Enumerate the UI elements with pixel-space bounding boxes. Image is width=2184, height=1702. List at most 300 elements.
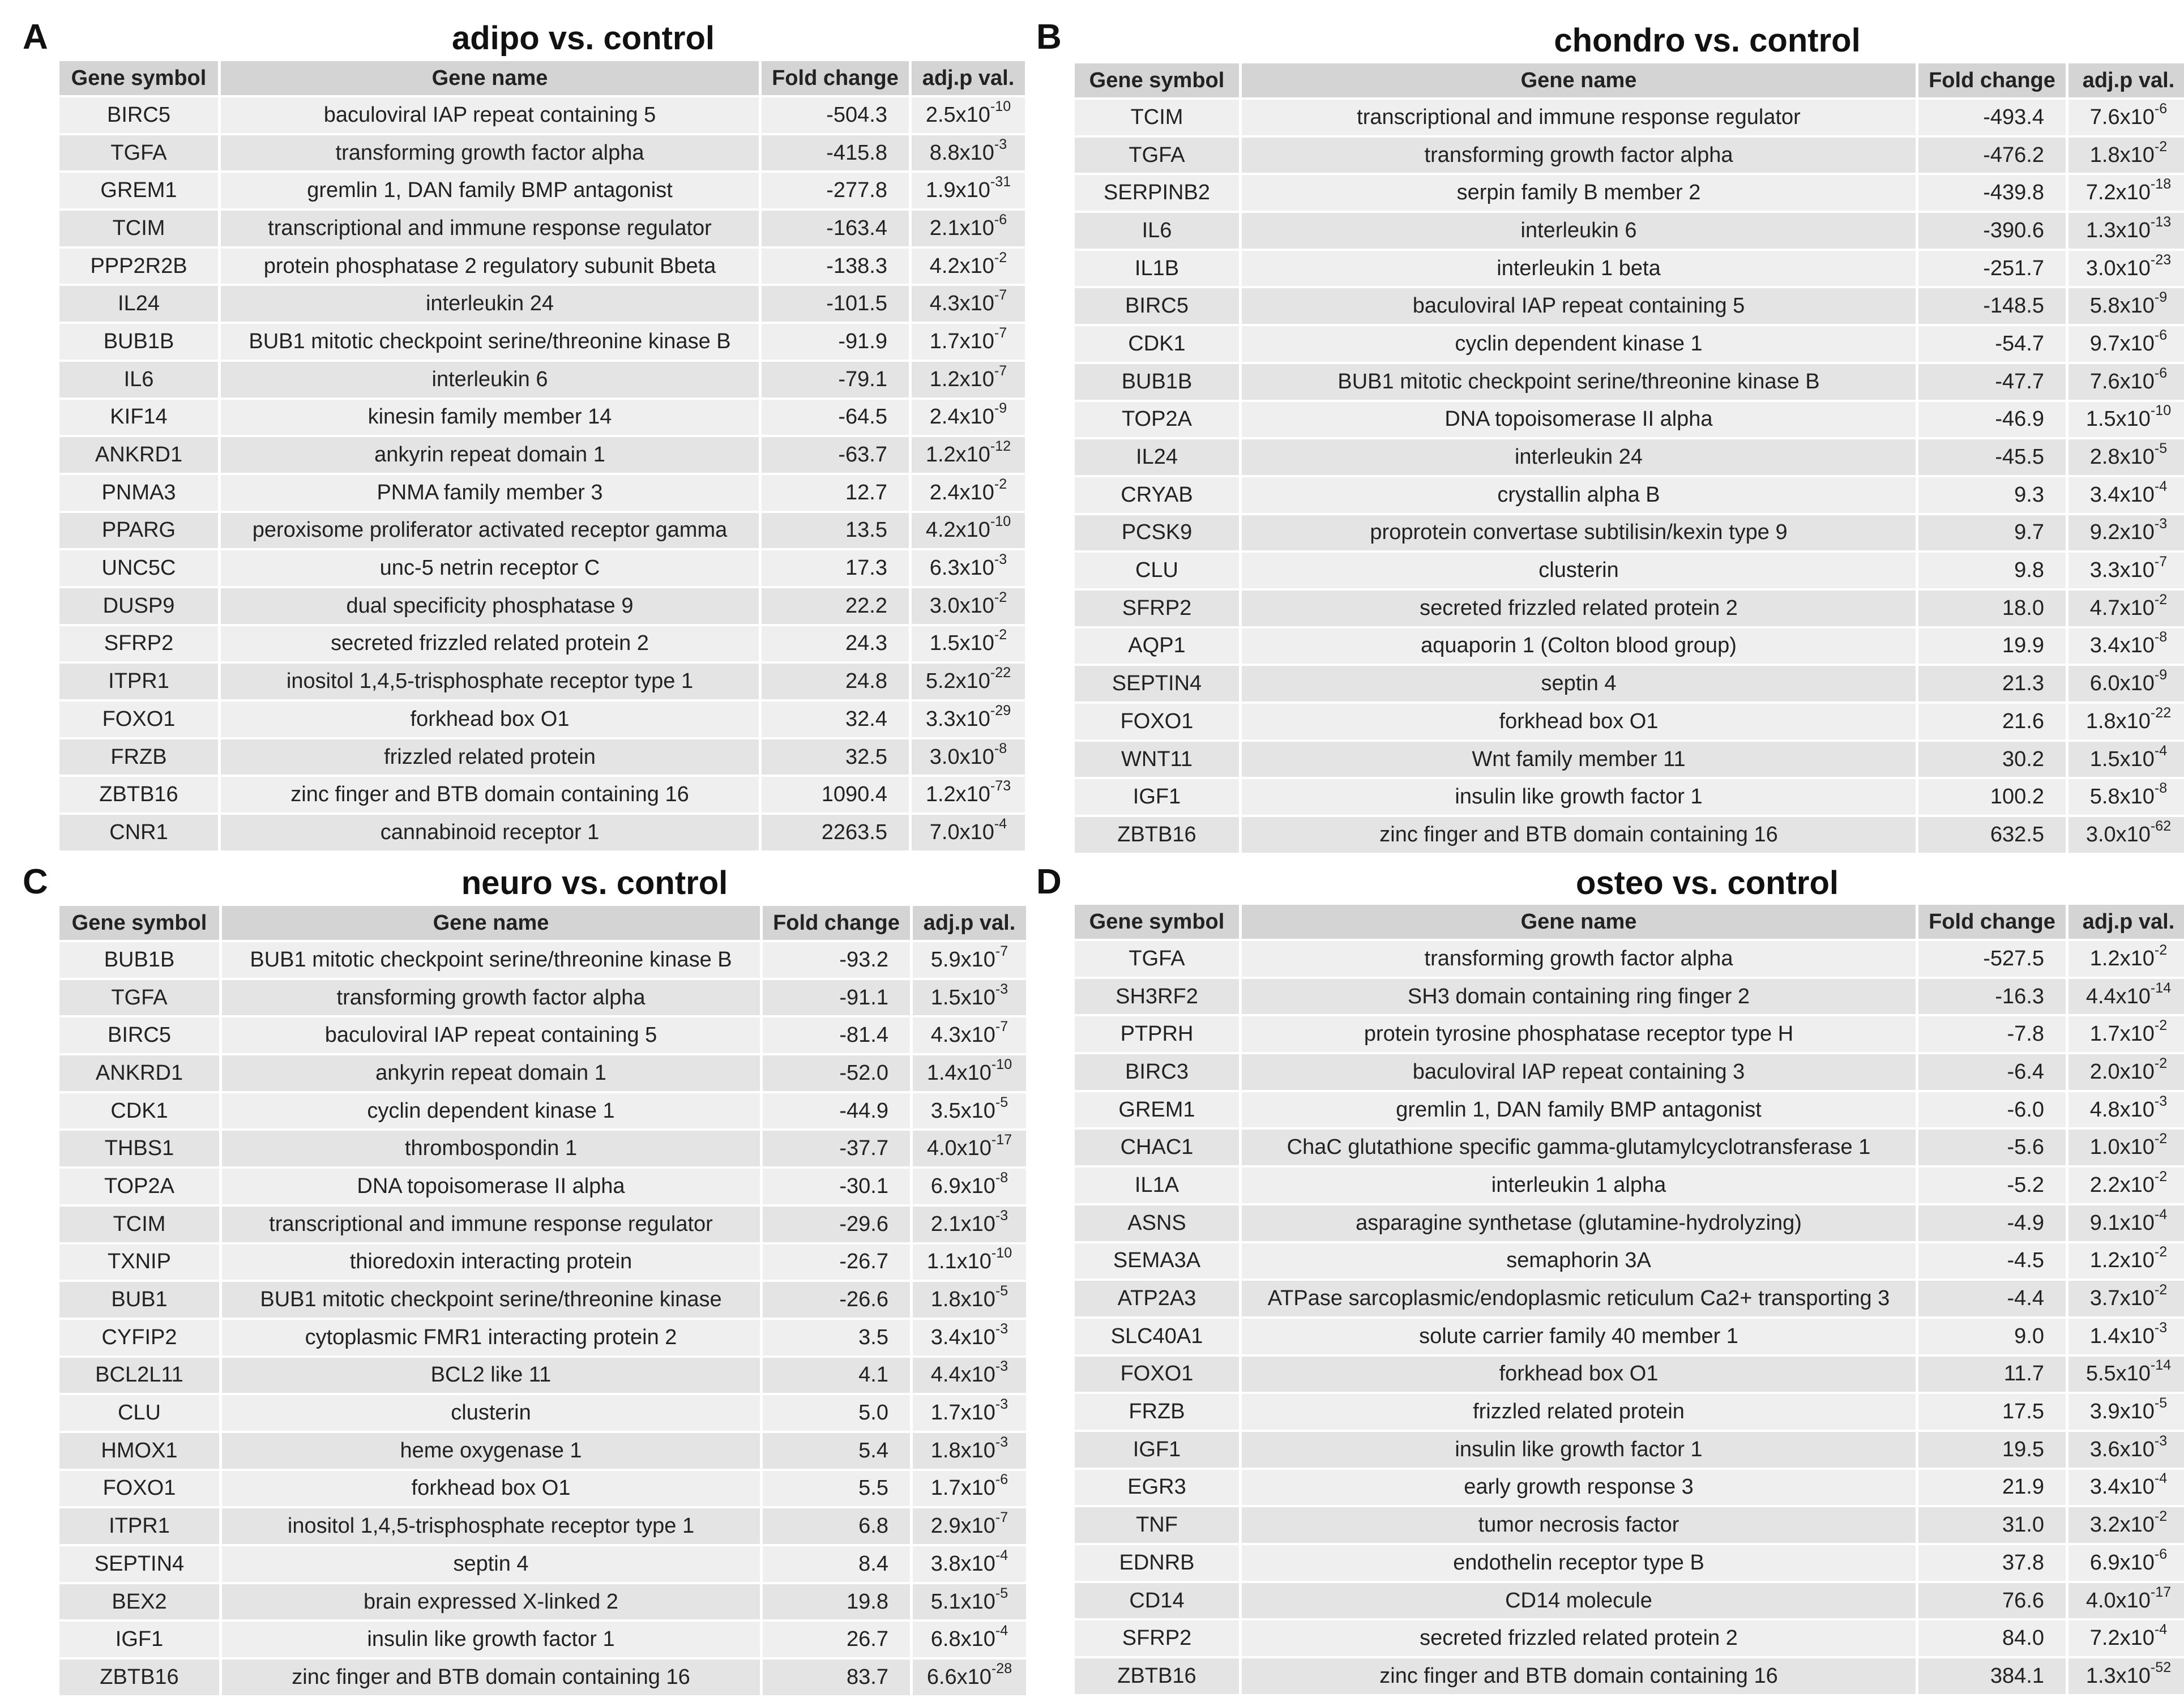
- gene-name-cell: baculoviral IAP repeat containing 5: [222, 1017, 760, 1053]
- fold-change-cell: -439.8: [1918, 175, 2066, 211]
- p-mantissa: 7.2x10: [2089, 1626, 2155, 1650]
- fold-change-cell: -79.1: [762, 362, 909, 397]
- gene-symbol-cell: IGF1: [1075, 1432, 1239, 1468]
- p-mantissa: 6.9x10: [2089, 1550, 2155, 1575]
- table-row: [1075, 941, 2184, 977]
- adj-p-val-cell: [2068, 1658, 2184, 1694]
- table-row: [59, 475, 1025, 511]
- gene-symbol-cell: IL24: [1075, 439, 1239, 475]
- gene-symbol-cell: BUB1B: [1075, 364, 1239, 400]
- gene-symbol-cell: ATP2A3: [1075, 1281, 1239, 1316]
- table-row: [1075, 1243, 2184, 1279]
- fold-change-cell: 9.0: [1918, 1319, 2066, 1354]
- p-exponent: -9: [2154, 667, 2168, 683]
- fold-change-cell: -6.4: [1918, 1054, 2066, 1090]
- p-mantissa: 1.8x10: [930, 1288, 995, 1312]
- gene-symbol-cell: TOP2A: [59, 1169, 219, 1204]
- p-mantissa: 1.7x10: [2089, 1022, 2155, 1046]
- adj-p-val-cell: [2068, 138, 2184, 173]
- fold-change-cell: 37.8: [1918, 1545, 2066, 1581]
- panel-title: chondro vs. control: [1554, 22, 1861, 59]
- gene-name-cell: interleukin 6: [221, 362, 759, 397]
- gene-symbol-cell: IL6: [1075, 213, 1239, 249]
- gene-name-cell: inositol 1,4,5-trisphosphate receptor type 1: [221, 664, 759, 699]
- gene-name-cell: zinc finger and BTB domain containing 16: [221, 777, 759, 812]
- p-mantissa: 1.7x10: [930, 1401, 995, 1425]
- table-row: [1075, 1130, 2184, 1165]
- gene-name-cell: brain expressed X-linked 2: [222, 1584, 760, 1620]
- p-mantissa: 4.3x10: [929, 292, 994, 316]
- gene-symbol-cell: EGR3: [1075, 1470, 1239, 1506]
- gene-name-cell: semaphorin 3A: [1242, 1243, 1916, 1279]
- gene-name-cell: dual specificity phosphatase 9: [221, 588, 759, 624]
- adj-p-val-cell: [2068, 1054, 2184, 1090]
- gene-table-osteo: [1072, 903, 2184, 1696]
- table-row: [59, 1546, 1026, 1582]
- table-row: [1075, 591, 2184, 626]
- fold-change-cell: -4.9: [1918, 1205, 2066, 1241]
- fold-change-cell: -29.6: [763, 1207, 910, 1242]
- gene-name-cell: kinesin family member 14: [221, 400, 759, 435]
- gene-symbol-cell: PNMA3: [59, 475, 218, 511]
- gene-name-cell: interleukin 6: [1242, 213, 1916, 249]
- gene-symbol-cell: DUSP9: [59, 588, 218, 624]
- col-adj-p-val: adj.p val.: [2068, 905, 2184, 939]
- gene-name-cell: BCL2 like 11: [222, 1358, 760, 1393]
- p-exponent: -5: [2154, 441, 2168, 457]
- gene-symbol-cell: FRZB: [1075, 1394, 1239, 1430]
- gene-name-cell: BUB1 mitotic checkpoint serine/threonine kinase B: [1242, 364, 1916, 400]
- p-exponent: -7: [2154, 554, 2168, 570]
- p-exponent: -2: [2154, 1055, 2168, 1072]
- gene-name-cell: solute carrier family 40 member 1: [1242, 1319, 1916, 1354]
- p-exponent: -17: [2150, 1584, 2172, 1600]
- gene-symbol-cell: FRZB: [59, 739, 218, 775]
- adj-p-val-cell: [913, 1320, 1026, 1355]
- table-row: [59, 702, 1025, 737]
- gene-symbol-cell: EDNRB: [1075, 1545, 1239, 1581]
- adj-p-val-cell: [913, 942, 1026, 978]
- p-exponent: -18: [2150, 176, 2172, 193]
- p-exponent: -10: [2150, 403, 2172, 419]
- gene-symbol-cell: TGFA: [59, 980, 219, 1016]
- gene-name-cell: protein phosphatase 2 regulatory subunit Bbeta: [221, 249, 759, 284]
- table-row: [59, 173, 1025, 208]
- table-row: [59, 437, 1025, 473]
- gene-name-cell: insulin like growth factor 1: [1242, 779, 1916, 815]
- fold-change-cell: -30.1: [763, 1169, 910, 1204]
- gene-symbol-cell: ZBTB16: [1075, 1658, 1239, 1694]
- gene-name-cell: SH3 domain containing ring finger 2: [1242, 979, 1916, 1015]
- gene-symbol-cell: CDK1: [1075, 326, 1239, 362]
- gene-name-cell: secreted frizzled related protein 2: [221, 626, 759, 662]
- table-row: [1075, 704, 2184, 739]
- adj-p-val-cell: [2068, 1583, 2184, 1619]
- fold-change-cell: -101.5: [762, 286, 909, 322]
- gene-symbol-cell: BIRC5: [59, 1017, 219, 1053]
- adj-p-val-cell: [2068, 364, 2184, 400]
- gene-symbol-cell: TNF: [1075, 1507, 1239, 1543]
- col-gene-symbol: Gene symbol: [1075, 905, 1239, 939]
- p-mantissa: 3.4x10: [2089, 482, 2155, 507]
- adj-p-val-cell: [913, 1282, 1026, 1318]
- p-exponent: -8: [994, 740, 1007, 756]
- gene-name-cell: insulin like growth factor 1: [222, 1622, 760, 1657]
- p-mantissa: 3.3x10: [925, 707, 990, 731]
- fold-change-cell: 8.4: [763, 1546, 910, 1582]
- p-exponent: -22: [2150, 705, 2172, 721]
- gene-table-adipo: [57, 59, 1028, 853]
- table-row: [59, 1245, 1026, 1280]
- gene-symbol-cell: AQP1: [1075, 628, 1239, 664]
- fold-change-cell: 17.3: [762, 550, 909, 586]
- fold-change-cell: 24.3: [762, 626, 909, 662]
- p-mantissa: 1.9x10: [925, 178, 990, 203]
- table-row: [59, 1584, 1026, 1620]
- fold-change-cell: -54.7: [1918, 326, 2066, 362]
- table-row: [59, 1395, 1026, 1431]
- fold-change-cell: 100.2: [1918, 779, 2066, 815]
- fold-change-cell: -504.3: [762, 97, 909, 133]
- p-mantissa: 5.8x10: [2089, 785, 2155, 809]
- p-mantissa: 2.2x10: [2089, 1173, 2155, 1197]
- table-row: [59, 324, 1025, 360]
- p-mantissa: 3.9x10: [2089, 1400, 2155, 1424]
- adj-p-val-cell: [2068, 402, 2184, 438]
- adj-p-val-cell: [912, 211, 1025, 246]
- p-mantissa: 4.0x10: [2085, 1588, 2151, 1613]
- gene-symbol-cell: HMOX1: [59, 1433, 219, 1469]
- gene-name-cell: baculoviral IAP repeat containing 5: [221, 97, 759, 133]
- fold-change-cell: -91.9: [762, 324, 909, 360]
- adj-p-val-cell: [912, 135, 1025, 171]
- table-row: [1075, 175, 2184, 211]
- gene-name-cell: cyclin dependent kinase 1: [222, 1093, 760, 1129]
- adj-p-val-cell: [912, 400, 1025, 435]
- col-fold-change: Fold change: [762, 61, 909, 95]
- gene-name-cell: DNA topoisomerase II alpha: [222, 1169, 760, 1204]
- adj-p-val-cell: [2068, 1507, 2184, 1543]
- fold-change-cell: -63.7: [762, 437, 909, 473]
- adj-p-val-cell: [2068, 1620, 2184, 1656]
- p-mantissa: 4.3x10: [930, 1023, 995, 1047]
- gene-name-cell: secreted frizzled related protein 2: [1242, 591, 1916, 626]
- gene-name-cell: PNMA family member 3: [221, 475, 759, 511]
- p-mantissa: 1.7x10: [930, 1476, 995, 1500]
- adj-p-val-cell: [2068, 288, 2184, 324]
- col-gene-symbol: Gene symbol: [59, 61, 218, 95]
- p-exponent: -3: [995, 981, 1008, 997]
- gene-name-cell: forkhead box O1: [1242, 1357, 1916, 1392]
- p-mantissa: 6.0x10: [2089, 672, 2155, 696]
- p-exponent: -2: [2154, 1244, 2168, 1260]
- p-exponent: -10: [991, 1245, 1012, 1261]
- p-mantissa: 7.6x10: [2089, 369, 2155, 394]
- p-exponent: -2: [2154, 1017, 2168, 1034]
- table-row: [1075, 326, 2184, 362]
- gene-symbol-cell: TCIM: [59, 211, 218, 246]
- p-exponent: -10: [990, 99, 1011, 115]
- adj-p-val-cell: [2068, 1281, 2184, 1316]
- adj-p-val-cell: [2068, 1092, 2184, 1128]
- fold-change-cell: -7.8: [1918, 1016, 2066, 1052]
- p-exponent: -31: [990, 174, 1011, 190]
- p-exponent: -3: [2154, 1319, 2168, 1336]
- col-adj-p-val: adj.p val.: [912, 61, 1025, 95]
- table-row: [59, 1055, 1026, 1091]
- p-mantissa: 1.8x10: [2085, 709, 2151, 733]
- p-exponent: -2: [2154, 1131, 2168, 1147]
- table-row: [1075, 1319, 2184, 1354]
- adj-p-val-cell: [2068, 1394, 2184, 1430]
- col-fold-change: Fold change: [1918, 63, 2066, 97]
- adj-p-val-cell: [913, 1093, 1026, 1129]
- p-exponent: -2: [2154, 138, 2168, 155]
- col-gene-symbol: Gene symbol: [59, 906, 219, 940]
- gene-symbol-cell: IGF1: [1075, 779, 1239, 815]
- table-row: [59, 286, 1025, 322]
- p-mantissa: 2.0x10: [2089, 1059, 2155, 1084]
- p-mantissa: 3.0x10: [2085, 822, 2151, 846]
- table-row: [1075, 1470, 2184, 1506]
- gene-symbol-cell: BCL2L11: [59, 1358, 219, 1393]
- p-mantissa: 8.8x10: [929, 140, 994, 165]
- p-exponent: -4: [2154, 1470, 2168, 1487]
- p-exponent: -7: [994, 325, 1007, 341]
- table-row: [59, 1017, 1026, 1053]
- adj-p-val-cell: [2068, 213, 2184, 249]
- gene-symbol-cell: SLC40A1: [1075, 1319, 1239, 1354]
- col-gene-name: Gene name: [1242, 905, 1916, 939]
- table-row: [1075, 1620, 2184, 1656]
- p-exponent: -3: [994, 551, 1007, 568]
- p-exponent: -6: [995, 1472, 1008, 1488]
- p-mantissa: 5.1x10: [930, 1589, 995, 1614]
- adj-p-val-cell: [913, 1017, 1026, 1053]
- gene-name-cell: frizzled related protein: [221, 739, 759, 775]
- table-row: [1075, 1507, 2184, 1543]
- table-row: [59, 1093, 1026, 1129]
- p-exponent: -4: [2154, 742, 2168, 759]
- p-mantissa: 9.2x10: [2089, 520, 2155, 545]
- p-mantissa: 2.5x10: [925, 102, 990, 127]
- fold-change-cell: -52.0: [763, 1055, 910, 1091]
- fold-change-cell: 32.5: [762, 739, 909, 775]
- gene-symbol-cell: GREM1: [1075, 1092, 1239, 1128]
- p-mantissa: 1.0x10: [2089, 1135, 2155, 1160]
- adj-p-val-cell: [913, 1546, 1026, 1582]
- p-exponent: -17: [991, 1132, 1012, 1148]
- p-mantissa: 1.4x10: [2089, 1324, 2155, 1348]
- fold-change-cell: -16.3: [1918, 979, 2066, 1015]
- p-exponent: -14: [2150, 980, 2172, 996]
- p-mantissa: 2.4x10: [929, 480, 994, 504]
- p-exponent: -9: [994, 400, 1007, 417]
- gene-name-cell: clusterin: [1242, 553, 1916, 588]
- fold-change-cell: 9.8: [1918, 553, 2066, 588]
- fold-change-cell: 18.0: [1918, 591, 2066, 626]
- table-row: [1075, 817, 2184, 853]
- p-exponent: -5: [995, 1094, 1008, 1110]
- table-row: [1075, 742, 2184, 777]
- col-adj-p-val: adj.p val.: [2068, 63, 2184, 97]
- gene-name-cell: heme oxygenase 1: [222, 1433, 760, 1469]
- p-exponent: -7: [995, 943, 1008, 960]
- adj-p-val-cell: [912, 626, 1025, 662]
- gene-name-cell: interleukin 24: [221, 286, 759, 322]
- gene-name-cell: BUB1 mitotic checkpoint serine/threonine kinase B: [221, 324, 759, 360]
- gene-name-cell: thioredoxin interacting protein: [222, 1245, 760, 1280]
- table-row: [59, 211, 1025, 246]
- p-mantissa: 4.8x10: [2089, 1097, 2155, 1122]
- p-exponent: -29: [990, 703, 1011, 719]
- p-mantissa: 3.4x10: [930, 1325, 995, 1349]
- p-exponent: -3: [995, 1358, 1008, 1375]
- fold-change-cell: -415.8: [762, 135, 909, 171]
- adj-p-val-cell: [2068, 1470, 2184, 1506]
- fold-change-cell: 4.1: [763, 1358, 910, 1393]
- adj-p-val-cell: [912, 664, 1025, 699]
- adj-p-val-cell: [912, 739, 1025, 775]
- fold-change-cell: 384.1: [1918, 1658, 2066, 1694]
- fold-change-cell: 76.6: [1918, 1583, 2066, 1619]
- fold-change-cell: 31.0: [1918, 1507, 2066, 1543]
- p-exponent: -2: [2154, 1508, 2168, 1525]
- col-gene-name: Gene name: [1242, 63, 1916, 97]
- gene-symbol-cell: FOXO1: [59, 702, 218, 737]
- gene-name-cell: ChaC glutathione specific gamma-glutamylcyclotransferase 1: [1242, 1130, 1916, 1165]
- p-exponent: -4: [995, 1623, 1008, 1639]
- table-row: [59, 664, 1025, 699]
- gene-symbol-cell: IGF1: [59, 1622, 219, 1657]
- adj-p-val-cell: [2068, 666, 2184, 702]
- adj-p-val-cell: [912, 815, 1025, 850]
- panel-letter: D: [1036, 862, 1062, 901]
- gene-symbol-cell: CD14: [1075, 1583, 1239, 1619]
- p-mantissa: 5.9x10: [930, 947, 995, 972]
- table-row: [1075, 1545, 2184, 1581]
- table-row: [59, 1358, 1026, 1393]
- table-row: [1075, 628, 2184, 664]
- adj-p-val-cell: [912, 249, 1025, 284]
- p-exponent: -3: [994, 136, 1007, 152]
- fold-change-cell: -81.4: [763, 1017, 910, 1053]
- p-mantissa: 1.5x10: [930, 985, 995, 1010]
- adj-p-val-cell: [912, 286, 1025, 322]
- p-exponent: -3: [2154, 1432, 2168, 1449]
- table-row: [1075, 1658, 2184, 1694]
- p-exponent: -13: [2150, 214, 2172, 230]
- table-row: [59, 513, 1025, 549]
- p-exponent: -5: [995, 1283, 1008, 1299]
- fold-change-cell: 26.7: [763, 1622, 910, 1657]
- adj-p-val-cell: [2068, 1357, 2184, 1392]
- p-mantissa: 1.2x10: [2089, 1248, 2155, 1273]
- gene-symbol-cell: PPARG: [59, 513, 218, 549]
- table-row: [1075, 553, 2184, 588]
- gene-name-cell: tumor necrosis factor: [1242, 1507, 1916, 1543]
- panel-title: adipo vs. control: [451, 20, 715, 57]
- fold-change-cell: -47.7: [1918, 364, 2066, 400]
- p-mantissa: 5.2x10: [925, 669, 990, 694]
- gene-name-cell: peroxisome proliferator activated receptor gamma: [221, 513, 759, 549]
- fold-change-cell: 83.7: [763, 1660, 910, 1695]
- fold-change-cell: 21.3: [1918, 666, 2066, 702]
- adj-p-val-cell: [2068, 326, 2184, 362]
- adj-p-val-cell: [2068, 1243, 2184, 1279]
- fold-change-cell: -46.9: [1918, 402, 2066, 438]
- adj-p-val-cell: [913, 1055, 1026, 1091]
- p-mantissa: 2.4x10: [929, 405, 994, 429]
- p-mantissa: 2.8x10: [2089, 445, 2155, 469]
- p-mantissa: 1.2x10: [925, 782, 990, 807]
- adj-p-val-cell: [2068, 941, 2184, 977]
- p-exponent: -4: [995, 1547, 1008, 1564]
- gene-name-cell: inositol 1,4,5-trisphosphate receptor type 1: [222, 1508, 760, 1544]
- adj-p-val-cell: [913, 1584, 1026, 1620]
- p-mantissa: 6.9x10: [930, 1174, 995, 1198]
- table-row: [1075, 979, 2184, 1015]
- table-row: [59, 550, 1025, 586]
- gene-symbol-cell: CYFIP2: [59, 1320, 219, 1355]
- gene-symbol-cell: BUB1: [59, 1282, 219, 1318]
- fold-change-cell: -64.5: [762, 400, 909, 435]
- adj-p-val-cell: [2068, 591, 2184, 626]
- gene-symbol-cell: SFRP2: [1075, 591, 1239, 626]
- p-exponent: -8: [2154, 780, 2168, 797]
- gene-name-cell: serpin family B member 2: [1242, 175, 1916, 211]
- p-exponent: -52: [2150, 1660, 2172, 1676]
- gene-symbol-cell: IL24: [59, 286, 218, 322]
- panel-title: osteo vs. control: [1575, 865, 1839, 901]
- p-mantissa: 5.8x10: [2089, 294, 2155, 318]
- fold-change-cell: 19.5: [1918, 1432, 2066, 1468]
- adj-p-val-cell: [2068, 1319, 2184, 1354]
- gene-symbol-cell: CLU: [1075, 553, 1239, 588]
- fold-change-cell: 19.9: [1918, 628, 2066, 664]
- gene-name-cell: cannabinoid receptor 1: [221, 815, 759, 850]
- p-mantissa: 7.0x10: [929, 820, 994, 844]
- gene-name-cell: DNA topoisomerase II alpha: [1242, 402, 1916, 438]
- table-row: [59, 626, 1025, 662]
- p-mantissa: 5.5x10: [2085, 1362, 2151, 1386]
- fold-change-cell: -493.4: [1918, 100, 2066, 135]
- fold-change-cell: 5.4: [763, 1433, 910, 1469]
- gene-symbol-cell: BUB1B: [59, 324, 218, 360]
- col-fold-change: Fold change: [763, 906, 910, 940]
- gene-name-cell: transforming growth factor alpha: [1242, 138, 1916, 173]
- fold-change-cell: 32.4: [762, 702, 909, 737]
- gene-name-cell: forkhead box O1: [222, 1471, 760, 1507]
- gene-symbol-cell: BIRC5: [1075, 288, 1239, 324]
- table-row: [1075, 364, 2184, 400]
- gene-name-cell: ATPase sarcoplasmic/endoplasmic reticulum Ca2+ transporting 3: [1242, 1281, 1916, 1316]
- gene-symbol-cell: BIRC5: [59, 97, 218, 133]
- gene-name-cell: baculoviral IAP repeat containing 3: [1242, 1054, 1916, 1090]
- fold-change-cell: 17.5: [1918, 1394, 2066, 1430]
- p-mantissa: 1.5x10: [2085, 407, 2151, 431]
- gene-symbol-cell: CNR1: [59, 815, 218, 850]
- p-exponent: -2: [994, 249, 1007, 266]
- fold-change-cell: -44.9: [763, 1093, 910, 1129]
- fold-change-cell: 30.2: [1918, 742, 2066, 777]
- p-mantissa: 3.6x10: [2089, 1437, 2155, 1461]
- adj-p-val-cell: [913, 1508, 1026, 1544]
- table-row: [59, 777, 1025, 812]
- fold-change-cell: -6.0: [1918, 1092, 2066, 1128]
- col-gene-name: Gene name: [221, 61, 759, 95]
- adj-p-val-cell: [2068, 1130, 2184, 1165]
